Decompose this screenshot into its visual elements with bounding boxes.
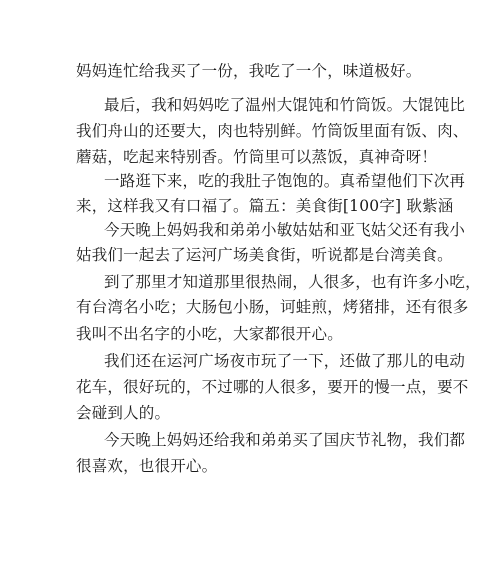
text-line: 来，这样我又有口福了。篇五：美食街[100字] 耿紫涵: [76, 197, 454, 215]
text-line: 姑我们一起去了运河广场美食街，听说都是台湾美食。: [76, 246, 453, 264]
text-line: 妈妈连忙给我买了一份，我吃了一个，味道极好。: [76, 62, 422, 80]
text-line: 一路逛下来，吃的我肚子饱饱的。真希望他们下次再: [104, 172, 466, 190]
text-line: 很喜欢，也很开心。: [76, 457, 218, 475]
text-line: 花车，很好玩的，不过哪的人很多，要开的慢一点，要不: [76, 378, 469, 396]
text-line: 我们舟山的还要大，肉也特别鲜。竹筒饭里面有饭、肉、: [76, 122, 469, 140]
text-line: 有台湾名小吃；大肠包小肠，诃蛙煎，烤猪排，还有很多: [76, 298, 469, 316]
text-line: 到了那里才知道那里很热闹，人很多，也有许多小吃，: [104, 273, 481, 291]
text-line: 我叫不出名字的小吃，大家都很开心。: [76, 325, 343, 343]
text-line: 蘑菇，吃起来特别香。竹筒里可以蒸饭，真神奇呀！: [76, 148, 438, 166]
text-line: 今天晚上妈妈还给我和弟弟买了国庆节礼物，我们都: [104, 431, 466, 449]
text-line: 今天晚上妈妈我和弟弟小敏姑姑和亚飞姑父还有我小: [104, 221, 466, 239]
text-line: 最后，我和妈妈吃了温州大馄饨和竹筒饭。大馄饨比: [104, 96, 466, 114]
text-line: 会碰到人的。: [76, 404, 171, 422]
text-line: 我们还在运河广场夜市玩了一下，还做了那儿的电动: [104, 352, 466, 370]
